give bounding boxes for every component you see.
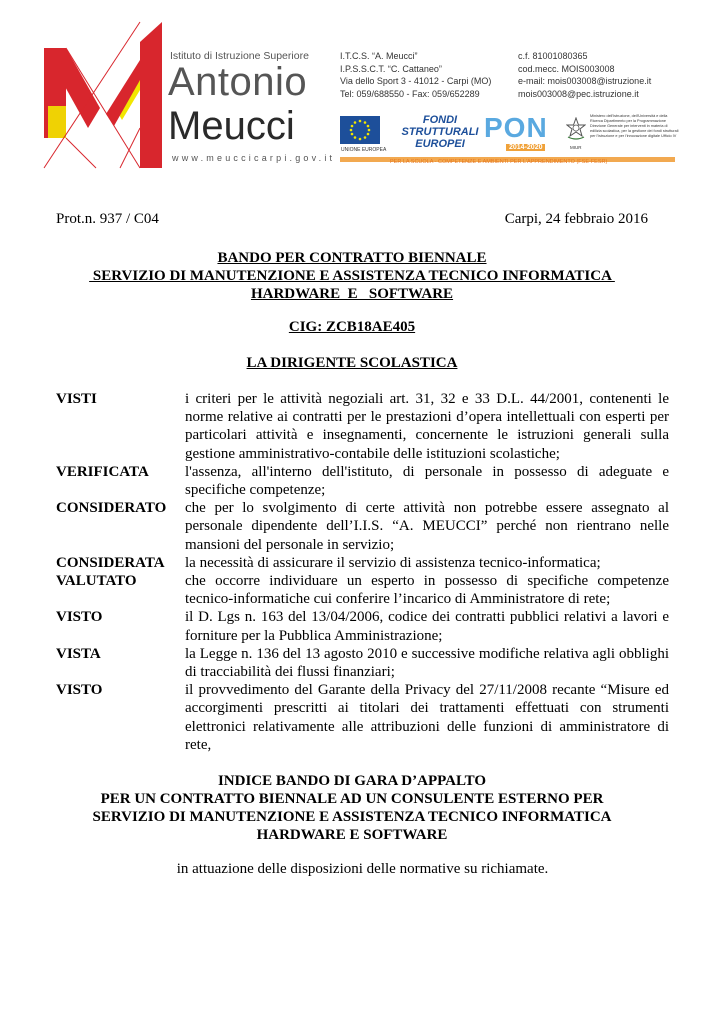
school-logo bbox=[36, 18, 174, 174]
pon-years: 2014-2020 bbox=[506, 144, 545, 151]
clause-label: VALUTATO bbox=[56, 573, 137, 590]
cig-code bbox=[56, 318, 648, 336]
cig-text: CIG: ZCB18AE405 bbox=[288, 319, 416, 335]
clause-row bbox=[56, 390, 669, 463]
clause-row bbox=[56, 463, 669, 499]
pon-logo: PON bbox=[484, 112, 548, 143]
clause-label: CONSIDERATO bbox=[56, 500, 167, 517]
protocol-number: Prot.n. 937 / C04 bbox=[56, 211, 159, 227]
school-name-last: Meucci bbox=[168, 104, 295, 148]
clause-text: il D. Lgs n. 163 del 13/04/2006, codice dei contratti pubblici relativi a lavori e forniture per la Pubblica Amministrazione; bbox=[185, 609, 669, 644]
closing-text: in attuazione delle disposizioni delle normative su richiamate. bbox=[176, 861, 549, 877]
fondi-line: FONDI bbox=[422, 114, 458, 126]
contact-line: cod.mecc. MOIS003008 bbox=[518, 63, 615, 74]
fondi-strutturali-logo bbox=[400, 114, 480, 150]
indice-line: INDICE BANDO DI GARA D’APPALTO bbox=[217, 773, 487, 789]
clause-text: l'assenza, all'interno dell'istituto, di personale in possesso di adeguate e specifiche competenze; bbox=[185, 463, 669, 499]
clause-text: che occorre individuare un esperto in possesso di specifiche competenze tecnico-informatiche cui conferire l’incarico di Amministratore di rete; bbox=[185, 573, 669, 608]
title-line: HARDWARE E SOFTWARE bbox=[250, 286, 454, 302]
clause-text: i criteri per le attività negoziali art. 31, 32 e 33 D.L. 44/2001, contenenti le norme relative ai contratti per le prestazioni d’opera intellettuali con esperti per particolari attività e insegnamenti, concernente le istruzioni generali sulla gestione amministrativo-contabile delle istituzioni scolastiche; bbox=[185, 391, 669, 462]
fondi-line: EUROPEI bbox=[415, 138, 465, 150]
clause-row bbox=[56, 608, 669, 644]
clause-text: il provvedimento del Garante della Privacy del 27/11/2008 recante “Misure ed accorgimenti prescritti ai titolari dei trattamenti effettuati con strumenti elettronici relativamente alle attribuzioni delle funzioni di amministratore di rete, bbox=[185, 682, 669, 753]
contacts-left bbox=[340, 50, 491, 100]
indice-heading bbox=[56, 772, 648, 844]
clause-label: VERIFICATA bbox=[56, 463, 149, 480]
school-name-first: Antonio bbox=[168, 60, 308, 104]
clause-text: la Legge n. 136 del 13 agosto 2010 e successive modifiche relativa agli obblighi di tracciabilità dei flussi finanziari; bbox=[185, 645, 669, 681]
contacts-right bbox=[518, 50, 651, 100]
clause-row bbox=[56, 499, 669, 554]
ministry-text: Ministero dell'Istruzione, dell'Università e della Ricerca Dipartimento per la Programmazione Direzione Generale per interventi in materia di edilizia scolastica, per la gestione dei fondi strutturali per l'istruzione e per l'innovazione digitale Ufficio IV bbox=[590, 114, 679, 138]
clause-row bbox=[56, 572, 669, 608]
dirigente-heading bbox=[56, 354, 648, 372]
clause-label: VISTI bbox=[56, 391, 97, 407]
school-website: www.meuccicarpi.gov.it bbox=[172, 153, 336, 163]
italian-emblem-icon bbox=[566, 117, 586, 141]
clauses-list bbox=[56, 390, 669, 754]
title-line: BANDO PER CONTRATTO BIENNALE bbox=[217, 250, 487, 266]
school-subtitle: Istituto di Istruzione Superiore bbox=[170, 50, 309, 62]
clause-label: CONSIDERATA bbox=[56, 554, 165, 571]
contact-line: mois003008@pec.istruzione.it bbox=[518, 88, 639, 99]
miur-label: MIUR bbox=[570, 145, 582, 150]
clause-label: VISTO bbox=[56, 682, 103, 699]
indice-line: PER UN CONTRATTO BIENNALE AD UN CONSULENTE ESTERNO PER bbox=[100, 791, 604, 807]
title-line: SERVIZIO DI MANUTENZIONE E ASSISTENZA TECNICO INFORMATICA bbox=[89, 268, 615, 284]
contact-line: Tel: 059/688550 - Fax: 059/652289 bbox=[340, 88, 480, 99]
eu-flag-icon bbox=[340, 116, 380, 144]
contact-line: I.P.S.S.C.T. “C. Cattaneo” bbox=[340, 63, 442, 74]
fondi-line: STRUTTURALI bbox=[401, 126, 479, 138]
clause-text: la necessità di assicurare il servizio di assistenza tecnico-informatica; bbox=[185, 554, 601, 571]
clause-text: che per lo svolgimento di certe attività non potrebbe essere assegnato al personale dipendente dell’I.I.S. “A. MEUCCI” perché non rientrano nelle mansioni del personale in servizio; bbox=[185, 500, 669, 553]
pon-banner-text: PER LA SCUOLA - COMPETENZE E AMBIENTI PER L'APPRENDIMENTO (FSE-FESR) bbox=[390, 159, 608, 165]
indice-line: SERVIZIO DI MANUTENZIONE E ASSISTENZA TECNICO INFORMATICA bbox=[92, 809, 612, 825]
document-title bbox=[56, 249, 648, 303]
eu-label: UNIONE EUROPEA bbox=[341, 147, 387, 153]
clause-row bbox=[56, 554, 669, 572]
contact-line: e-mail: mois003008@istruzione.it bbox=[518, 76, 652, 86]
clause-row bbox=[56, 645, 669, 681]
contact-line: I.T.C.S. “A. Meucci” bbox=[340, 51, 418, 61]
clause-label: VISTA bbox=[56, 645, 101, 662]
contact-line: c.f. 81001080365 bbox=[518, 51, 588, 61]
indice-line: HARDWARE E SOFTWARE bbox=[256, 827, 448, 843]
dirigente-text: LA DIRIGENTE SCOLASTICA bbox=[246, 355, 458, 371]
clause-row bbox=[56, 681, 669, 754]
document-date: Carpi, 24 febbraio 2016 bbox=[504, 211, 648, 227]
clause-label: VISTO bbox=[56, 609, 103, 626]
contact-line: Via dello Sport 3 - 41012 - Carpi (MO) bbox=[340, 76, 492, 86]
